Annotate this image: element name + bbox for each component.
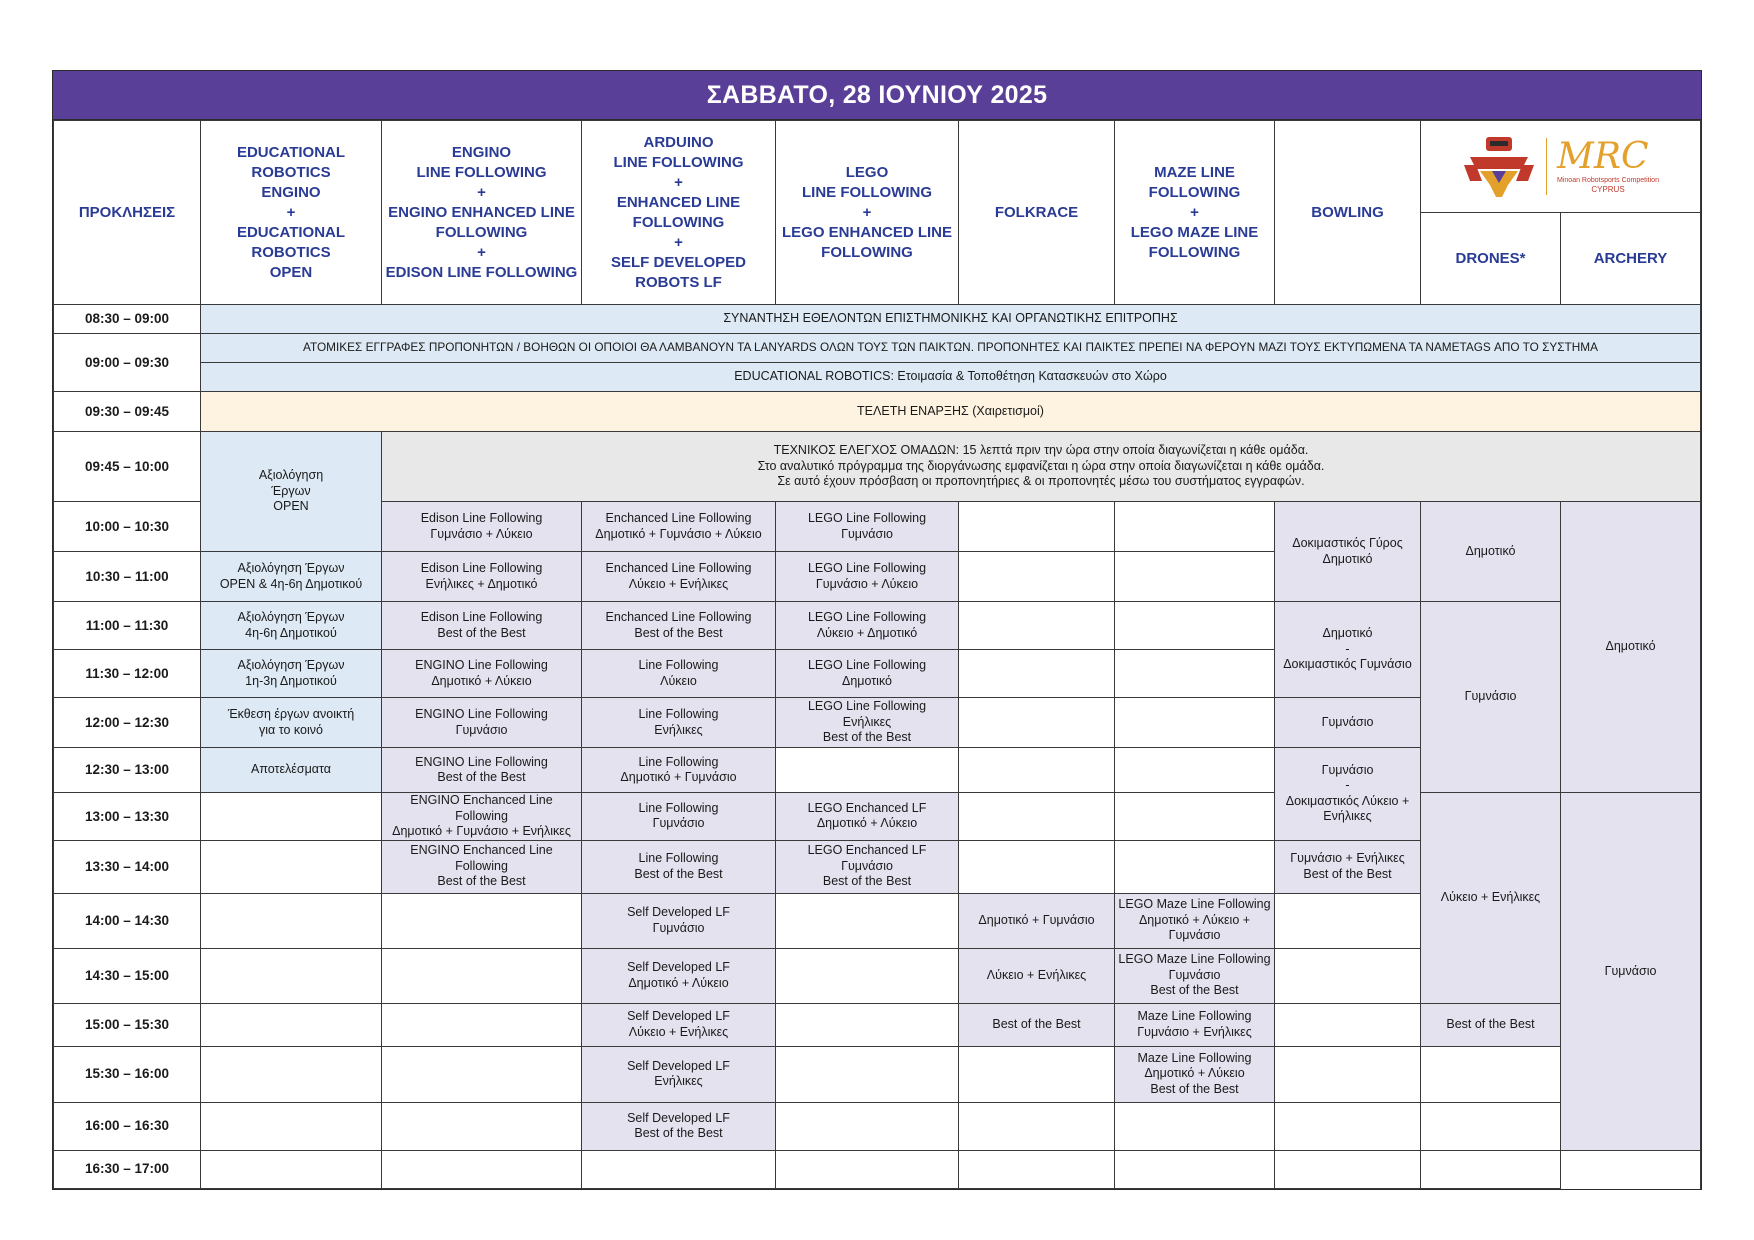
empty-cell [1275, 1150, 1421, 1188]
time-slot: 13:30 – 14:00 [54, 840, 201, 893]
empty-cell [959, 650, 1115, 698]
empty-cell [382, 948, 582, 1003]
table-row [54, 1150, 1701, 1188]
empty-cell [201, 1150, 382, 1188]
empty-cell [776, 1003, 959, 1046]
empty-cell [201, 893, 382, 948]
time-slot: 13:00 – 13:30 [54, 793, 201, 841]
col-educational-robotics: EDUCATIONAL ROBOTICS ENGINO + EDUCATIONAL ROBOTICS OPEN [201, 121, 382, 305]
schedule-cell: Αξιολόγηση Έργων OPEN & 4η-6η Δημοτικού [201, 552, 382, 602]
schedule-cell: ENGINO Line Following Γυμνάσιο [382, 698, 582, 748]
schedule-sheet [52, 70, 1702, 1190]
empty-cell [201, 1003, 382, 1046]
empty-cell [959, 1150, 1115, 1188]
schedule-cell: Line Following Ενήλικες [582, 698, 776, 748]
empty-cell [1275, 1003, 1421, 1046]
empty-cell [582, 1150, 776, 1188]
table-row [54, 793, 1701, 841]
mrc-subtitle: Minoan Robotsports Competition [1557, 177, 1659, 184]
empty-cell [776, 1150, 959, 1188]
time-slot: 11:00 – 11:30 [54, 602, 201, 650]
table-row [54, 363, 1701, 392]
challenges-header: ΠΡΟΚΛΗΣΕΙΣ [54, 121, 201, 305]
table-row [54, 334, 1701, 363]
schedule-cell: Αξιολόγηση Έργων 1η-3η Δημοτικού [201, 650, 382, 698]
schedule-cell: Γυμνάσιο + Ενήλικες Best of the Best [1275, 840, 1421, 893]
schedule-cell: Δημοτικό [1421, 502, 1561, 602]
schedule-cell: Λύκειο + Ενήλικες [1421, 793, 1561, 1004]
schedule-cell: Edison Line Following Best of the Best [382, 602, 582, 650]
schedule-cell: LEGO Line Following Δημοτικό [776, 650, 959, 698]
schedule-cell: Maze Line Following Δημοτικό + Λύκειο Best of the Best [1115, 1046, 1275, 1102]
col-arduino: ARDUINO LINE FOLLOWING + ENHANCED LINE FOLLOWING + SELF DEVELOPED ROBOTS LF [582, 121, 776, 305]
empty-cell [1115, 1102, 1275, 1150]
schedule-cell: Γυμνάσιο [1561, 793, 1701, 1151]
registration-banner: ΑΤΟΜΙΚΕΣ ΕΓΓΡΑΦΕΣ ΠΡΟΠΟΝΗΤΩΝ / ΒΟΗΘΩΝ ΟΙ ΟΠΟΙΟΙ ΘΑ ΛΑΜΒΑΝΟΥΝ ΤΑ LANYARDS ΟΛΩΝ ΤΟΥΣ ΤΩΝ ΠΑΙΚΤΩΝ. ΠΡΟΠΟΝΗΤΕΣ ΚΑΙ ΠΑΙΚΤΕΣ ΠΡΕΠΕΙ ΝΑ ΦΕΡΟΥΝ ΜΑΖΙ ΤΟΥΣ ΕΚΤΥΠΩΜΕΝΑ ΤΑ NAMETAGS ΑΠΟ ΤΟ ΣΥΣΤΗΜΑ [201, 334, 1701, 363]
schedule-cell: ENGINO Line Following Δημοτικό + Λύκειο [382, 650, 582, 698]
schedule-cell: Self Developed LF Ενήλικες [582, 1046, 776, 1102]
empty-cell [1115, 698, 1275, 748]
empty-cell [959, 1046, 1115, 1102]
time-slot: 15:30 – 16:00 [54, 1046, 201, 1102]
empty-cell [382, 1102, 582, 1150]
empty-cell [1275, 948, 1421, 1003]
empty-cell [382, 1003, 582, 1046]
table-row [54, 1046, 1701, 1102]
schedule-cell: LEGO Line Following Λύκειο + Δημοτικό [776, 602, 959, 650]
mrc-country: CYPRUS [1591, 185, 1625, 194]
time-slot: 10:30 – 11:00 [54, 552, 201, 602]
logo-cell [1421, 121, 1701, 213]
schedule-cell: ENGINO Line Following Best of the Best [382, 748, 582, 793]
empty-cell [776, 893, 959, 948]
empty-cell [959, 552, 1115, 602]
setup-banner: EDUCATIONAL ROBOTICS: Ετοιμασία & Τοποθέτηση Κατασκευών στο Χώρο [201, 363, 1701, 392]
time-slot: 11:30 – 12:00 [54, 650, 201, 698]
schedule-cell: Λύκειο + Ενήλικες [959, 948, 1115, 1003]
table-row [54, 602, 1701, 650]
schedule-cell: Best of the Best [1421, 1003, 1561, 1046]
empty-cell [1275, 1046, 1421, 1102]
empty-cell [382, 1150, 582, 1188]
time-slot: 10:00 – 10:30 [54, 502, 201, 552]
schedule-cell: LEGO Line Following Γυμνάσιο + Λύκειο [776, 552, 959, 602]
col-lego: LEGO LINE FOLLOWING + LEGO ENHANCED LINE FOLLOWING [776, 121, 959, 305]
technical-check-banner: ΤΕΧΝΙΚΟΣ ΕΛΕΓΧΟΣ ΟΜΑΔΩΝ: 15 λεπτά πριν την ώρα στην οποία διαγωνίζεται η κάθε ομάδα. Στο αναλυτικό πρόγραμμα της διοργάνωσης εμφανίζεται η ώρα στην οποία διαγωνίζεται η κάθε ομάδα. Σε αυτό έχουν πρόσβαση οι προπονητήριες & οι προπονητές μέσω του συστήματος εγγραφών. [382, 432, 1701, 502]
table-row [54, 432, 1701, 502]
schedule-cell: Maze Line Following Γυμνάσιο + Ενήλικες [1115, 1003, 1275, 1046]
schedule-cell: Line Following Δημοτικό + Γυμνάσιο [582, 748, 776, 793]
schedule-cell: ENGINO Enchanced Line Following Best of the Best [382, 840, 582, 893]
schedule-cell: Enchanced Line Following Λύκειο + Ενήλικες [582, 552, 776, 602]
empty-cell [959, 502, 1115, 552]
schedule-cell: Edison Line Following Γυμνάσιο + Λύκειο [382, 502, 582, 552]
schedule-cell: Αξιολόγηση Έργων 4η-6η Δημοτικού [201, 602, 382, 650]
schedule-cell: Δημοτικό - Δοκιμαστικός Γυμνάσιο [1275, 602, 1421, 698]
empty-cell [201, 840, 382, 893]
empty-cell [959, 748, 1115, 793]
time-slot: 14:00 – 14:30 [54, 893, 201, 948]
schedule-cell: LEGO Line Following Γυμνάσιο [776, 502, 959, 552]
schedule-cell: LEGO Enchanced LF Δημοτικό + Λύκειο [776, 793, 959, 841]
time-slot: 14:30 – 15:00 [54, 948, 201, 1003]
schedule-cell: Self Developed LF Δημοτικό + Λύκειο [582, 948, 776, 1003]
schedule-cell: Enchanced Line Following Δημοτικό + Γυμνάσιο + Λύκειο [582, 502, 776, 552]
schedule-cell: Line Following Λύκειο [582, 650, 776, 698]
time-slot: 16:00 – 16:30 [54, 1102, 201, 1150]
schedule-cell: Self Developed LF Best of the Best [582, 1102, 776, 1150]
schedule-cell: Γυμνάσιο - Δοκιμαστικός Λύκειο + Ενήλικες [1275, 748, 1421, 841]
empty-cell [1115, 793, 1275, 841]
mrc-mark: MRC [1557, 136, 1649, 177]
empty-cell [1275, 893, 1421, 948]
schedule-cell: Edison Line Following Ενήλικες + Δημοτικό [382, 552, 582, 602]
schedule-cell: Αξιολόγηση Έργων OPEN [201, 432, 382, 552]
header-row [54, 121, 1701, 213]
schedule-cell: Line Following Best of the Best [582, 840, 776, 893]
page-title: ΣΑΒΒΑΤΟ, 28 ΙΟΥΝΙΟΥ 2025 [53, 71, 1701, 120]
col-bowling: BOWLING [1275, 121, 1421, 305]
volunteers-meeting-banner: ΣΥΝΑΝΤΗΣΗ ΕΘΕΛΟΝΤΩΝ ΕΠΙΣΤΗΜΟΝΙΚΗΣ ΚΑΙ ΟΡΓΑΝΩΤΙΚΗΣ ΕΠΙΤΡΟΠΗΣ [201, 305, 1701, 334]
time-slot: 12:00 – 12:30 [54, 698, 201, 748]
empty-cell [1115, 748, 1275, 793]
empty-cell [201, 948, 382, 1003]
empty-cell [201, 1102, 382, 1150]
empty-cell [1421, 1150, 1561, 1188]
time-slot: 09:30 – 09:45 [54, 392, 201, 432]
time-slot: 09:00 – 09:30 [54, 334, 201, 392]
schedule-cell: Δοκιμαστικός Γύρος Δημοτικό [1275, 502, 1421, 602]
empty-cell [382, 893, 582, 948]
empty-cell [776, 948, 959, 1003]
table-row [54, 392, 1701, 432]
col-drones: DRONES* [1421, 213, 1561, 305]
time-slot: 09:45 – 10:00 [54, 432, 201, 502]
table-row [54, 1003, 1701, 1046]
empty-cell [959, 840, 1115, 893]
schedule-cell: Δημοτικό [1561, 502, 1701, 793]
table-row [54, 1102, 1701, 1150]
schedule-cell: Best of the Best [959, 1003, 1115, 1046]
col-engino: ENGINO LINE FOLLOWING + ENGINO ENHANCED LINE FOLLOWING + EDISON LINE FOLLOWING [382, 121, 582, 305]
table-row [54, 305, 1701, 334]
empty-cell [1115, 1150, 1275, 1188]
schedule-cell: Γυμνάσιο [1421, 602, 1561, 793]
empty-cell [959, 698, 1115, 748]
empty-cell [959, 602, 1115, 650]
time-slot: 15:00 – 15:30 [54, 1003, 201, 1046]
empty-cell [1115, 552, 1275, 602]
empty-cell [776, 1046, 959, 1102]
schedule-cell: Enchanced Line Following Best of the Best [582, 602, 776, 650]
empty-cell [201, 1046, 382, 1102]
empty-cell [201, 793, 382, 841]
col-folkrace: FOLKRACE [959, 121, 1115, 305]
schedule-cell: Self Developed LF Λύκειο + Ενήλικες [582, 1003, 776, 1046]
time-slot: 16:30 – 17:00 [54, 1150, 201, 1188]
empty-cell [1115, 502, 1275, 552]
time-slot: 12:30 – 13:00 [54, 748, 201, 793]
schedule-cell: Έκθεση έργων ανοικτή για το κοινό [201, 698, 382, 748]
empty-cell [1421, 1046, 1561, 1102]
empty-cell [959, 793, 1115, 841]
schedule-cell: Γυμνάσιο [1275, 698, 1421, 748]
col-archery: ARCHERY [1561, 213, 1701, 305]
empty-cell [776, 1102, 959, 1150]
time-slot: 08:30 – 09:00 [54, 305, 201, 334]
opening-ceremony-banner: ΤΕΛΕΤΗ ΕΝΑΡΞΗΣ (Χαιρετισμοί) [201, 392, 1701, 432]
schedule-table [53, 120, 1701, 1189]
empty-cell [1115, 602, 1275, 650]
empty-cell [1421, 1102, 1561, 1150]
schedule-cell: Δημοτικό + Γυμνάσιο [959, 893, 1115, 948]
empty-cell [959, 1102, 1115, 1150]
schedule-cell: Αποτελέσματα [201, 748, 382, 793]
empty-cell [1275, 1102, 1421, 1150]
empty-cell [776, 748, 959, 793]
schedule-cell: Line Following Γυμνάσιο [582, 793, 776, 841]
empty-cell [382, 1046, 582, 1102]
schedule-cell: ENGINO Enchanced Line Following Δημοτικό + Γυμνάσιο + Ενήλικες [382, 793, 582, 841]
schedule-cell: LEGO Maze Line Following Δημοτικό + Λύκειο + Γυμνάσιο [1115, 893, 1275, 948]
col-maze: MAZE LINE FOLLOWING + LEGO MAZE LINE FOLLOWING [1115, 121, 1275, 305]
mrc-wordmark [1546, 138, 1659, 195]
empty-cell [1115, 650, 1275, 698]
empty-cell [1115, 840, 1275, 893]
schedule-cell: LEGO Enchanced LF Γυμνάσιο Best of the Best [776, 840, 959, 893]
schedule-cell: LEGO Line Following Ενήλικες Best of the Best [776, 698, 959, 748]
mrc-robot-logo [1462, 135, 1536, 199]
schedule-cell: Self Developed LF Γυμνάσιο [582, 893, 776, 948]
schedule-cell: LEGO Maze Line Following Γυμνάσιο Best of the Best [1115, 948, 1275, 1003]
